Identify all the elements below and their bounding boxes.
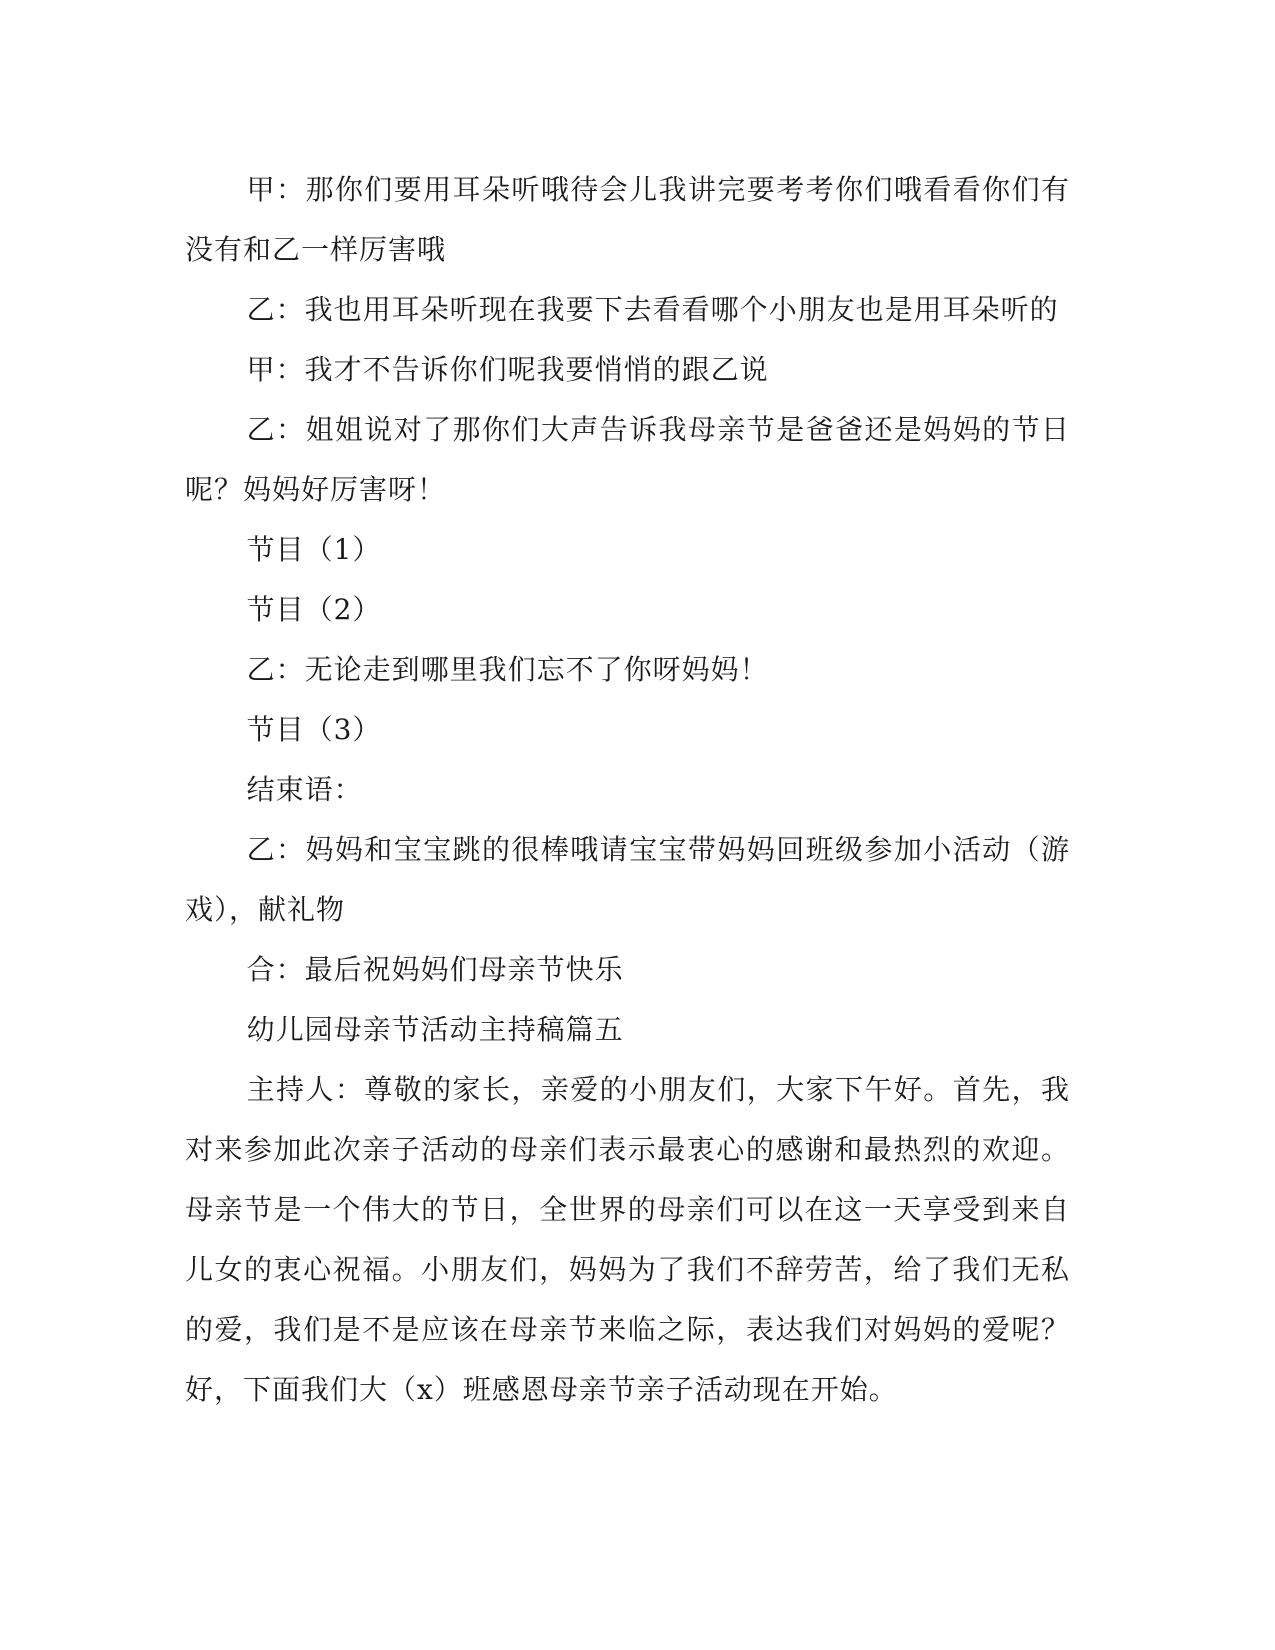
paragraph-yi-question: 乙：姐姐说对了那你们大声告诉我母亲节是爸爸还是妈妈的节日呢？妈妈好厉害呀！ [185,413,1070,506]
paragraph-jia-listen: 甲：那你们要用耳朵听哦待会儿我讲完要考考你们哦看看你们有没有和乙一样厉害哦 [185,173,1070,266]
paragraph-program-3: 节目（3） [246,713,382,746]
paragraph-program-2: 节目（2） [246,593,382,626]
paragraph-program-1: 节目（1） [246,533,382,566]
document-body [185,160,1070,1420]
paragraph-host-opening: 主持人：尊敬的家长，亲爱的小朋友们，大家下午好。首先，我对来参加此次亲子活动的母亲们表示最衷心的感谢和最热烈的欢迎。母亲节是一个伟大的节日，全世界的母亲们可以在这一天享受到来自儿女的衷心祝福。小朋友们，妈妈为了我们不辞劳苦，给了我们无私的爱，我们是不是应该在母亲节来临之际，表达我们对妈妈的爱呢？好，下面我们大（x）班感恩母亲节亲子活动现在开始。 [185,1073,1070,1406]
paragraph-closing-heading: 结束语： [246,773,363,806]
paragraph-jia-secret: 甲：我才不告诉你们呢我要悄悄的跟乙说 [246,353,769,386]
paragraph-yi-mother: 乙：无论走到哪里我们忘不了你呀妈妈！ [246,653,769,686]
section-heading: 幼儿园母亲节活动主持稿篇五 [246,1013,624,1046]
paragraph-together-wish: 合：最后祝妈妈们母亲节快乐 [246,953,624,986]
paragraph-yi-listen: 乙：我也用耳朵听现在我要下去看看哪个小朋友也是用耳朵听的 [246,293,1059,326]
paragraph-yi-closing: 乙：妈妈和宝宝跳的很棒哦请宝宝带妈妈回班级参加小活动（游戏），献礼物 [185,833,1070,926]
